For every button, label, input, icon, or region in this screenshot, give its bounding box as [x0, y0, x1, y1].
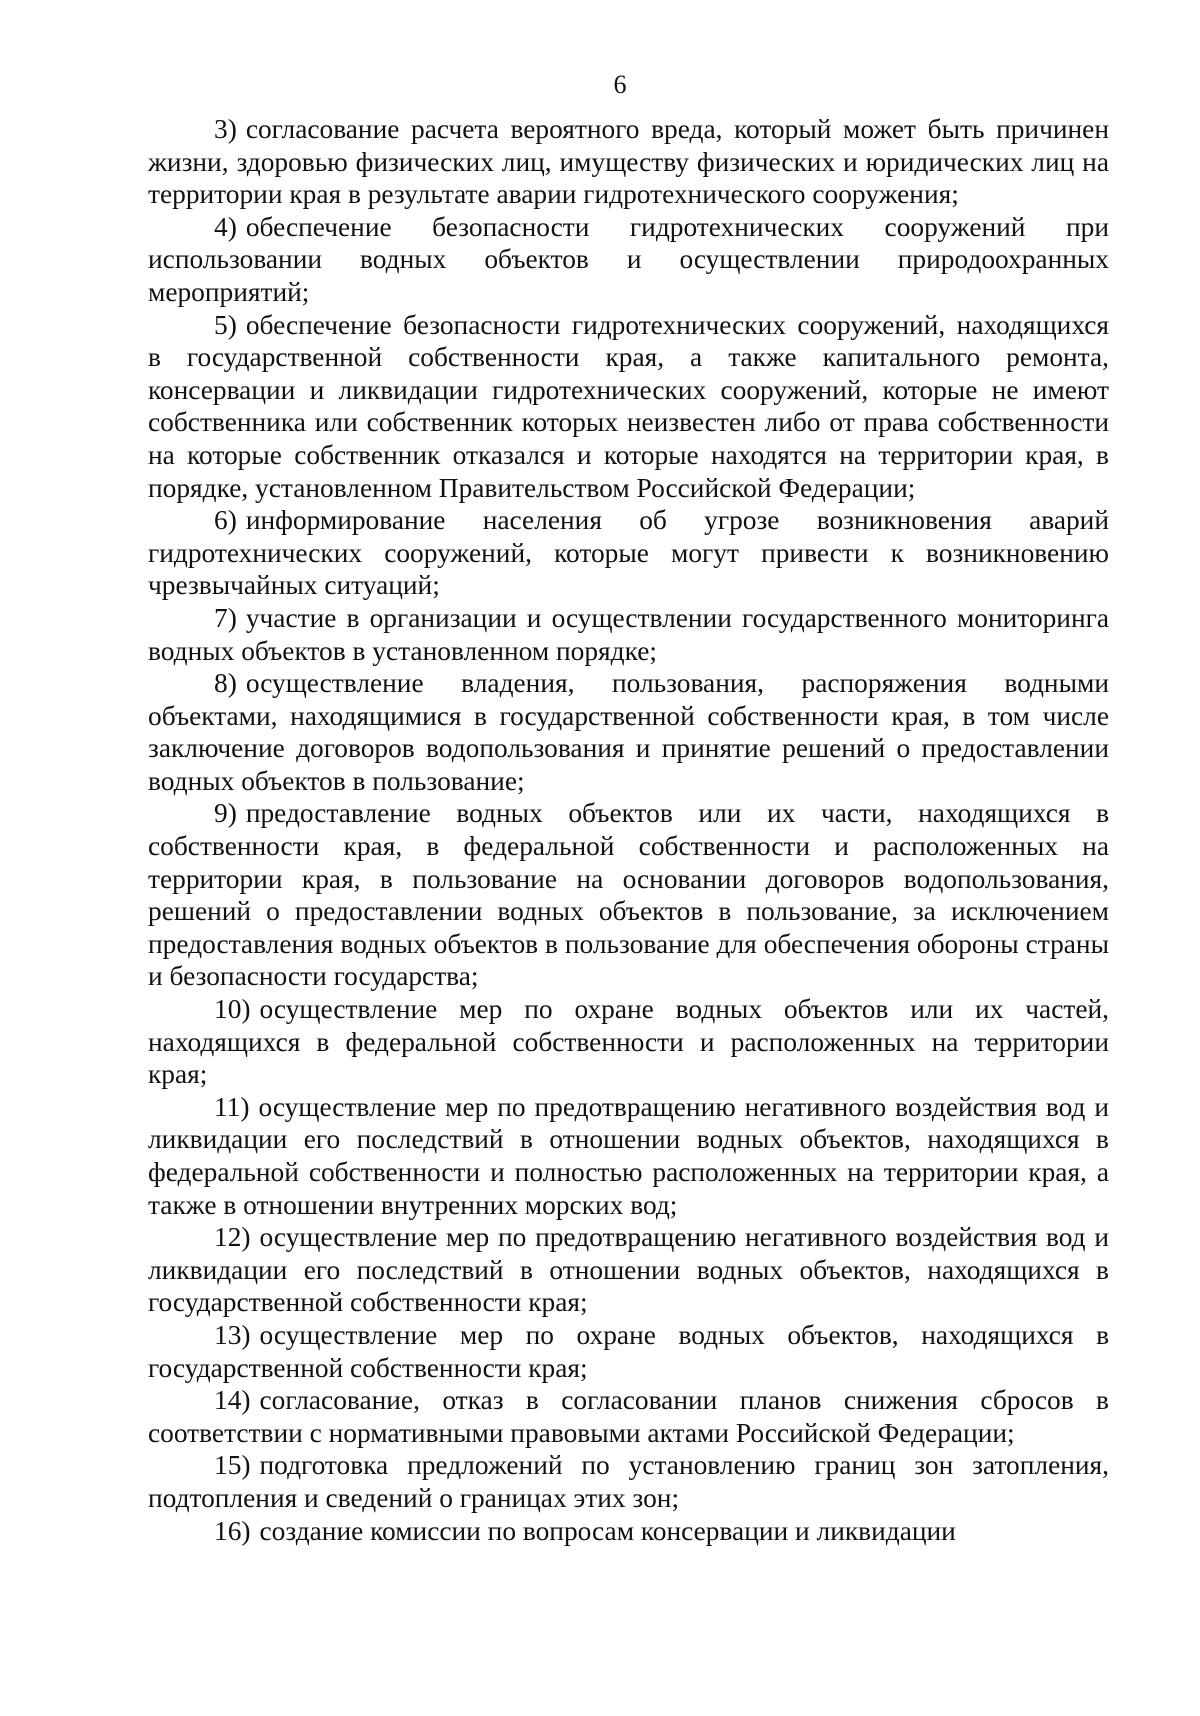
- item-text: обеспечение безопасности гидротехнических сооружений, находящихся в государственной собственности края, а также капитального ремонта, консервации и ликвидации гидротехнических сооружений, которые не имеют собственника или собственник которых неизвестен либо от права собственности на которые собственник отказался и которые находятся на территории края, в порядке, установленном Правительством Российской Федерации;: [148, 309, 1109, 503]
- item-text: осуществление мер по предотвращению негативного воздействия вод и ликвидации его последствий в отношении водных объектов, находящихся в государственной собственности края;: [148, 1222, 1109, 1318]
- item-text: участие в организации и осуществлении государственного мониторинга водных объектов в установленном порядке;: [148, 602, 1109, 666]
- item-number: 11): [214, 1091, 250, 1122]
- list-item: [148, 797, 1109, 993]
- list-item: [148, 602, 1109, 667]
- item-number: 16): [214, 1515, 251, 1546]
- item-number: 9): [214, 798, 237, 829]
- item-number: 5): [214, 309, 237, 340]
- item-text: осуществление мер по предотвращению негативного воздействия вод и ликвидации его последствий в отношении водных объектов, находящихся в федеральной собственности и полностью расположенных на территории края, а также в отношении внутренних морских вод;: [148, 1091, 1109, 1220]
- list-item: [148, 211, 1109, 309]
- item-number: 14): [214, 1385, 251, 1416]
- item-text: осуществление владения, пользования, распоряжения водными объектами, находящимися в государственной собственности края, в том числе заключение договоров водопользования и принятие решений о предоставлении водных объектов в пользование;: [148, 668, 1109, 796]
- item-text: осуществление мер по охране водных объектов, находящихся в государственной собственности края;: [148, 1319, 1109, 1383]
- list-item: [148, 309, 1109, 505]
- item-number: 7): [214, 602, 237, 633]
- item-number: 13): [214, 1319, 251, 1350]
- item-number: 3): [214, 114, 237, 144]
- item-text: создание комиссии по вопросам консервации и ликвидации: [259, 1515, 956, 1546]
- item-number: 15): [214, 1450, 251, 1481]
- document-body: [148, 113, 1109, 1547]
- list-item: [148, 667, 1109, 797]
- list-item: [148, 504, 1109, 602]
- list-item: [148, 993, 1109, 1091]
- item-number: 6): [214, 505, 237, 536]
- list-item: [148, 1091, 1109, 1221]
- item-number: 4): [214, 211, 237, 242]
- item-text: предоставление водных объектов или их части, находящихся в собственности края, в федеральной собственности и расположенных на территории края, в пользование на основании договоров водопользования, решений о предоставлении водных объектов в пользование, за исключением предоставления водных объектов в пользование для обеспечения обороны страны и безопасности государства;: [148, 798, 1109, 992]
- page-number: 6: [613, 70, 627, 99]
- list-item: [148, 1221, 1109, 1319]
- item-number: 10): [214, 994, 251, 1025]
- item-number: 12): [214, 1222, 251, 1253]
- item-text: осуществление мер по охране водных объектов или их частей, находящихся в федеральной собственности и расположенных на территории края;: [148, 994, 1109, 1090]
- item-text: подготовка предложений по установлению границ зон затопления, подтопления и сведений о границах этих зон;: [148, 1450, 1109, 1513]
- list-item: [148, 113, 1109, 211]
- list-item: [148, 1319, 1109, 1384]
- list-item: [148, 1449, 1109, 1514]
- item-text: информирование населения об угрозе возникновения аварий гидротехнических сооружений, которые могут привести к возникновению чрезвычайных ситуаций;: [148, 505, 1109, 601]
- item-text: согласование расчета вероятного вреда, который может быть причинен жизни, здоровью физических лиц, имуществу физических и юридических лиц на территории края в результате аварии гидротехнического сооружения;: [148, 114, 1109, 210]
- list-item: [148, 1515, 1109, 1548]
- item-text: обеспечение безопасности гидротехнических сооружений при использовании водных объектов и осуществлении природоохранных мероприятий;: [148, 211, 1109, 307]
- item-number: 8): [214, 668, 237, 699]
- item-text: согласование, отказ в согласовании планов снижения сбросов в соответствии с нормативными правовыми актами Российской Федерации;: [148, 1385, 1109, 1448]
- list-item: [148, 1384, 1109, 1449]
